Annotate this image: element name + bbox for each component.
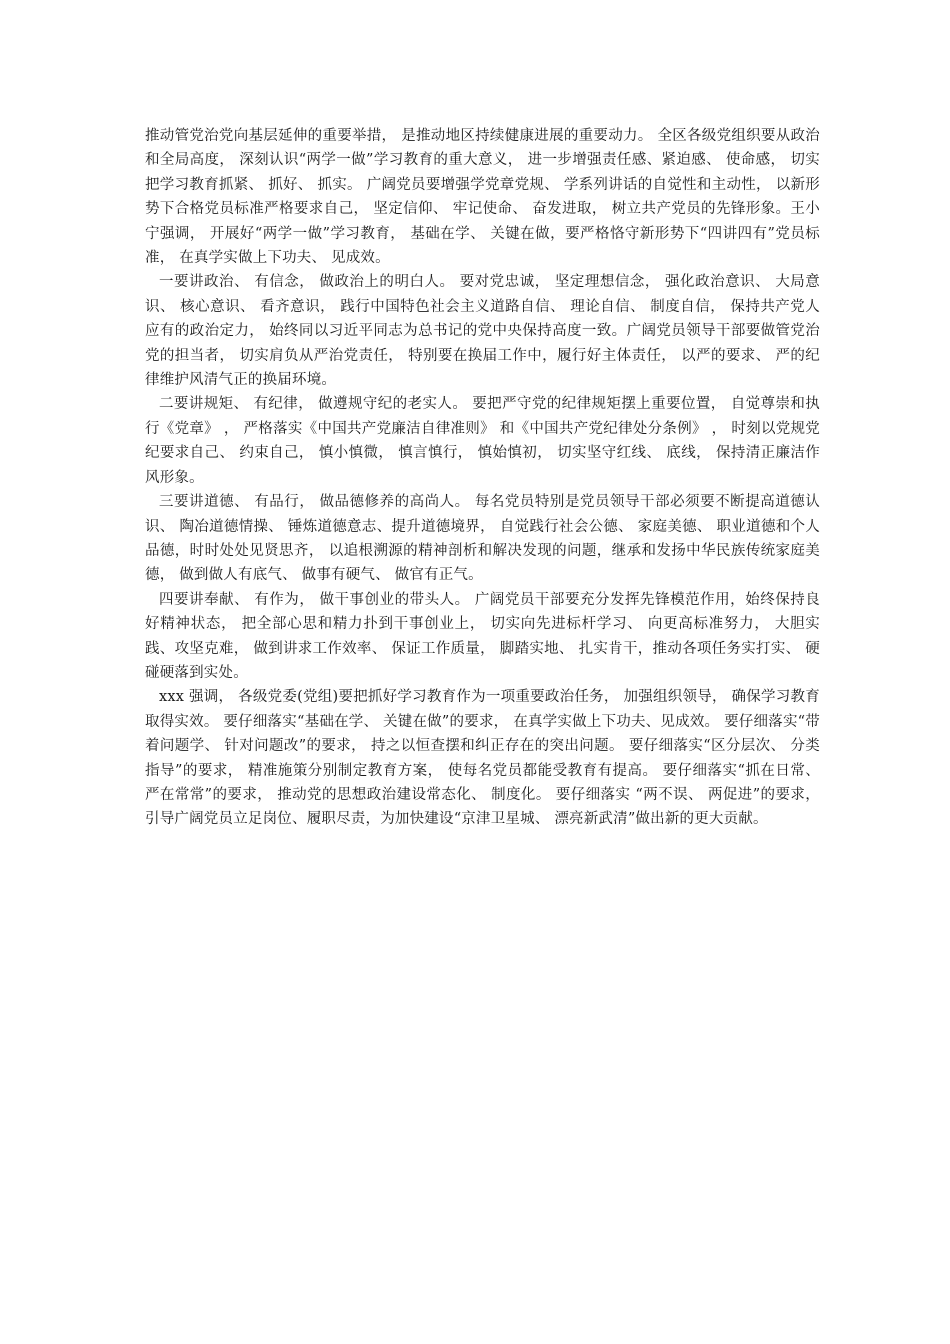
- paragraph-dedication: 四要讲奉献、 有作为， 做干事创业的带头人。 广阔党员干部要充分发挥先锋模范作用，始终保持良好精神状态， 把全部心思和精力扑到干事创业上， 切实向先进标杆学习、 向更高标准努力， 大胆实践、攻坚克难， 做到讲求工作效率、 保证工作质量， 脚踏实地、 扎实肯干，推动各项任务实打实、 硬碰硬落到实处。: [145, 591, 820, 681]
- paragraph-intro: 推动管党治党向基层延伸的重要举措， 是推动地区持续健康进展的重要动力。 全区各级党组织要从政治和全局高度， 深刻认识“两学一做”学习教育的重大意义， 进一步增强责任感、紧迫感、 使命感， 切实把学习教育抓紧、 抓好、 抓实。 广阔党员要增强学党章党规、 学系列讲话的自觉性和主动性， 以新形势下合格党员标准严格要求自己， 坚定信仰、 牢记使命、 奋发进取， 树立共产党员的先锋形象。王小宁强调， 开展好“两学一做”学习教育， 基础在学、 关键在做，要严格恪守新形势下“四讲四有”党员标准， 在真学实做上下功夫、 见成效。: [145, 128, 820, 267]
- paragraph-conclusion: xxx 强调， 各级党委(党组)要把抓好学习教育作为一项重要政治任务， 加强组织领导， 确保学习教育取得实效。 要仔细落实“基础在学、 关键在做”的要求， 在真学实做上下功夫、见成效。 要仔细落实“带着问题学、 针对问题改”的要求， 持之以恒查摆和纠正存在的突出问题。 要仔细落实“区分层次、 分类指导”的要求， 精准施策分别制定教育方案， 使每名党员都能受教育有提高。 要仔细落实“抓在日常、严在常常”的要求， 推动党的思想政治建设常态化、 制度化。 要仔细落实 “两不误、 两促进”的要求， 引导广阔党员立足岗位、履职尽责，为加快建设“京津卫星城、 漂亮新武清”做出新的更大贡献。: [145, 689, 820, 828]
- paragraph-morality: 三要讲道德、 有品行， 做品德修养的高尚人。 每名党员特别是党员领导干部必须要不断提高道德认识、 陶冶道德情操、 锤炼道德意志、提升道德境界， 自觉践行社会公德、 家庭美德、 职业道德和个人品德，时时处处见贤思齐， 以追根溯源的精神剖析和解决发现的问题，继承和发扬中华民族传统家庭美德， 做到做人有底气、 做事有硬气、 做官有正气。: [145, 494, 820, 584]
- paragraph-discipline: 二要讲规矩、 有纪律， 做遵规守纪的老实人。 要把严守党的纪律规矩摆上重要位置， 自觉尊崇和执行《党章》 ， 严格落实《中国共产党廉洁自律准则》 和《中国共产党纪律处分条例》 ， 时刻以党规党纪要求自己、 约束自己， 慎小慎微， 慎言慎行， 慎始慎初， 切实坚守红线、 底线， 保持清正廉洁作风形象。: [145, 396, 820, 486]
- document-body: [145, 124, 820, 832]
- paragraph-politics: 一要讲政治、 有信念， 做政治上的明白人。 要对党忠诚， 坚定理想信念， 强化政治意识、 大局意识、 核心意识、 看齐意识， 践行中国特色社会主义道路自信、 理论自信、 制度自信， 保持共产党人应有的政治定力， 始终同以习近平同志为总书记的党中央保持高度一致。广阔党员领导干部要做管党治党的担当者， 切实肩负从严治党责任， 特别要在换届工作中，履行好主体责任， 以严的要求、 严的纪律维护风清气正的换届环境。: [145, 274, 820, 389]
